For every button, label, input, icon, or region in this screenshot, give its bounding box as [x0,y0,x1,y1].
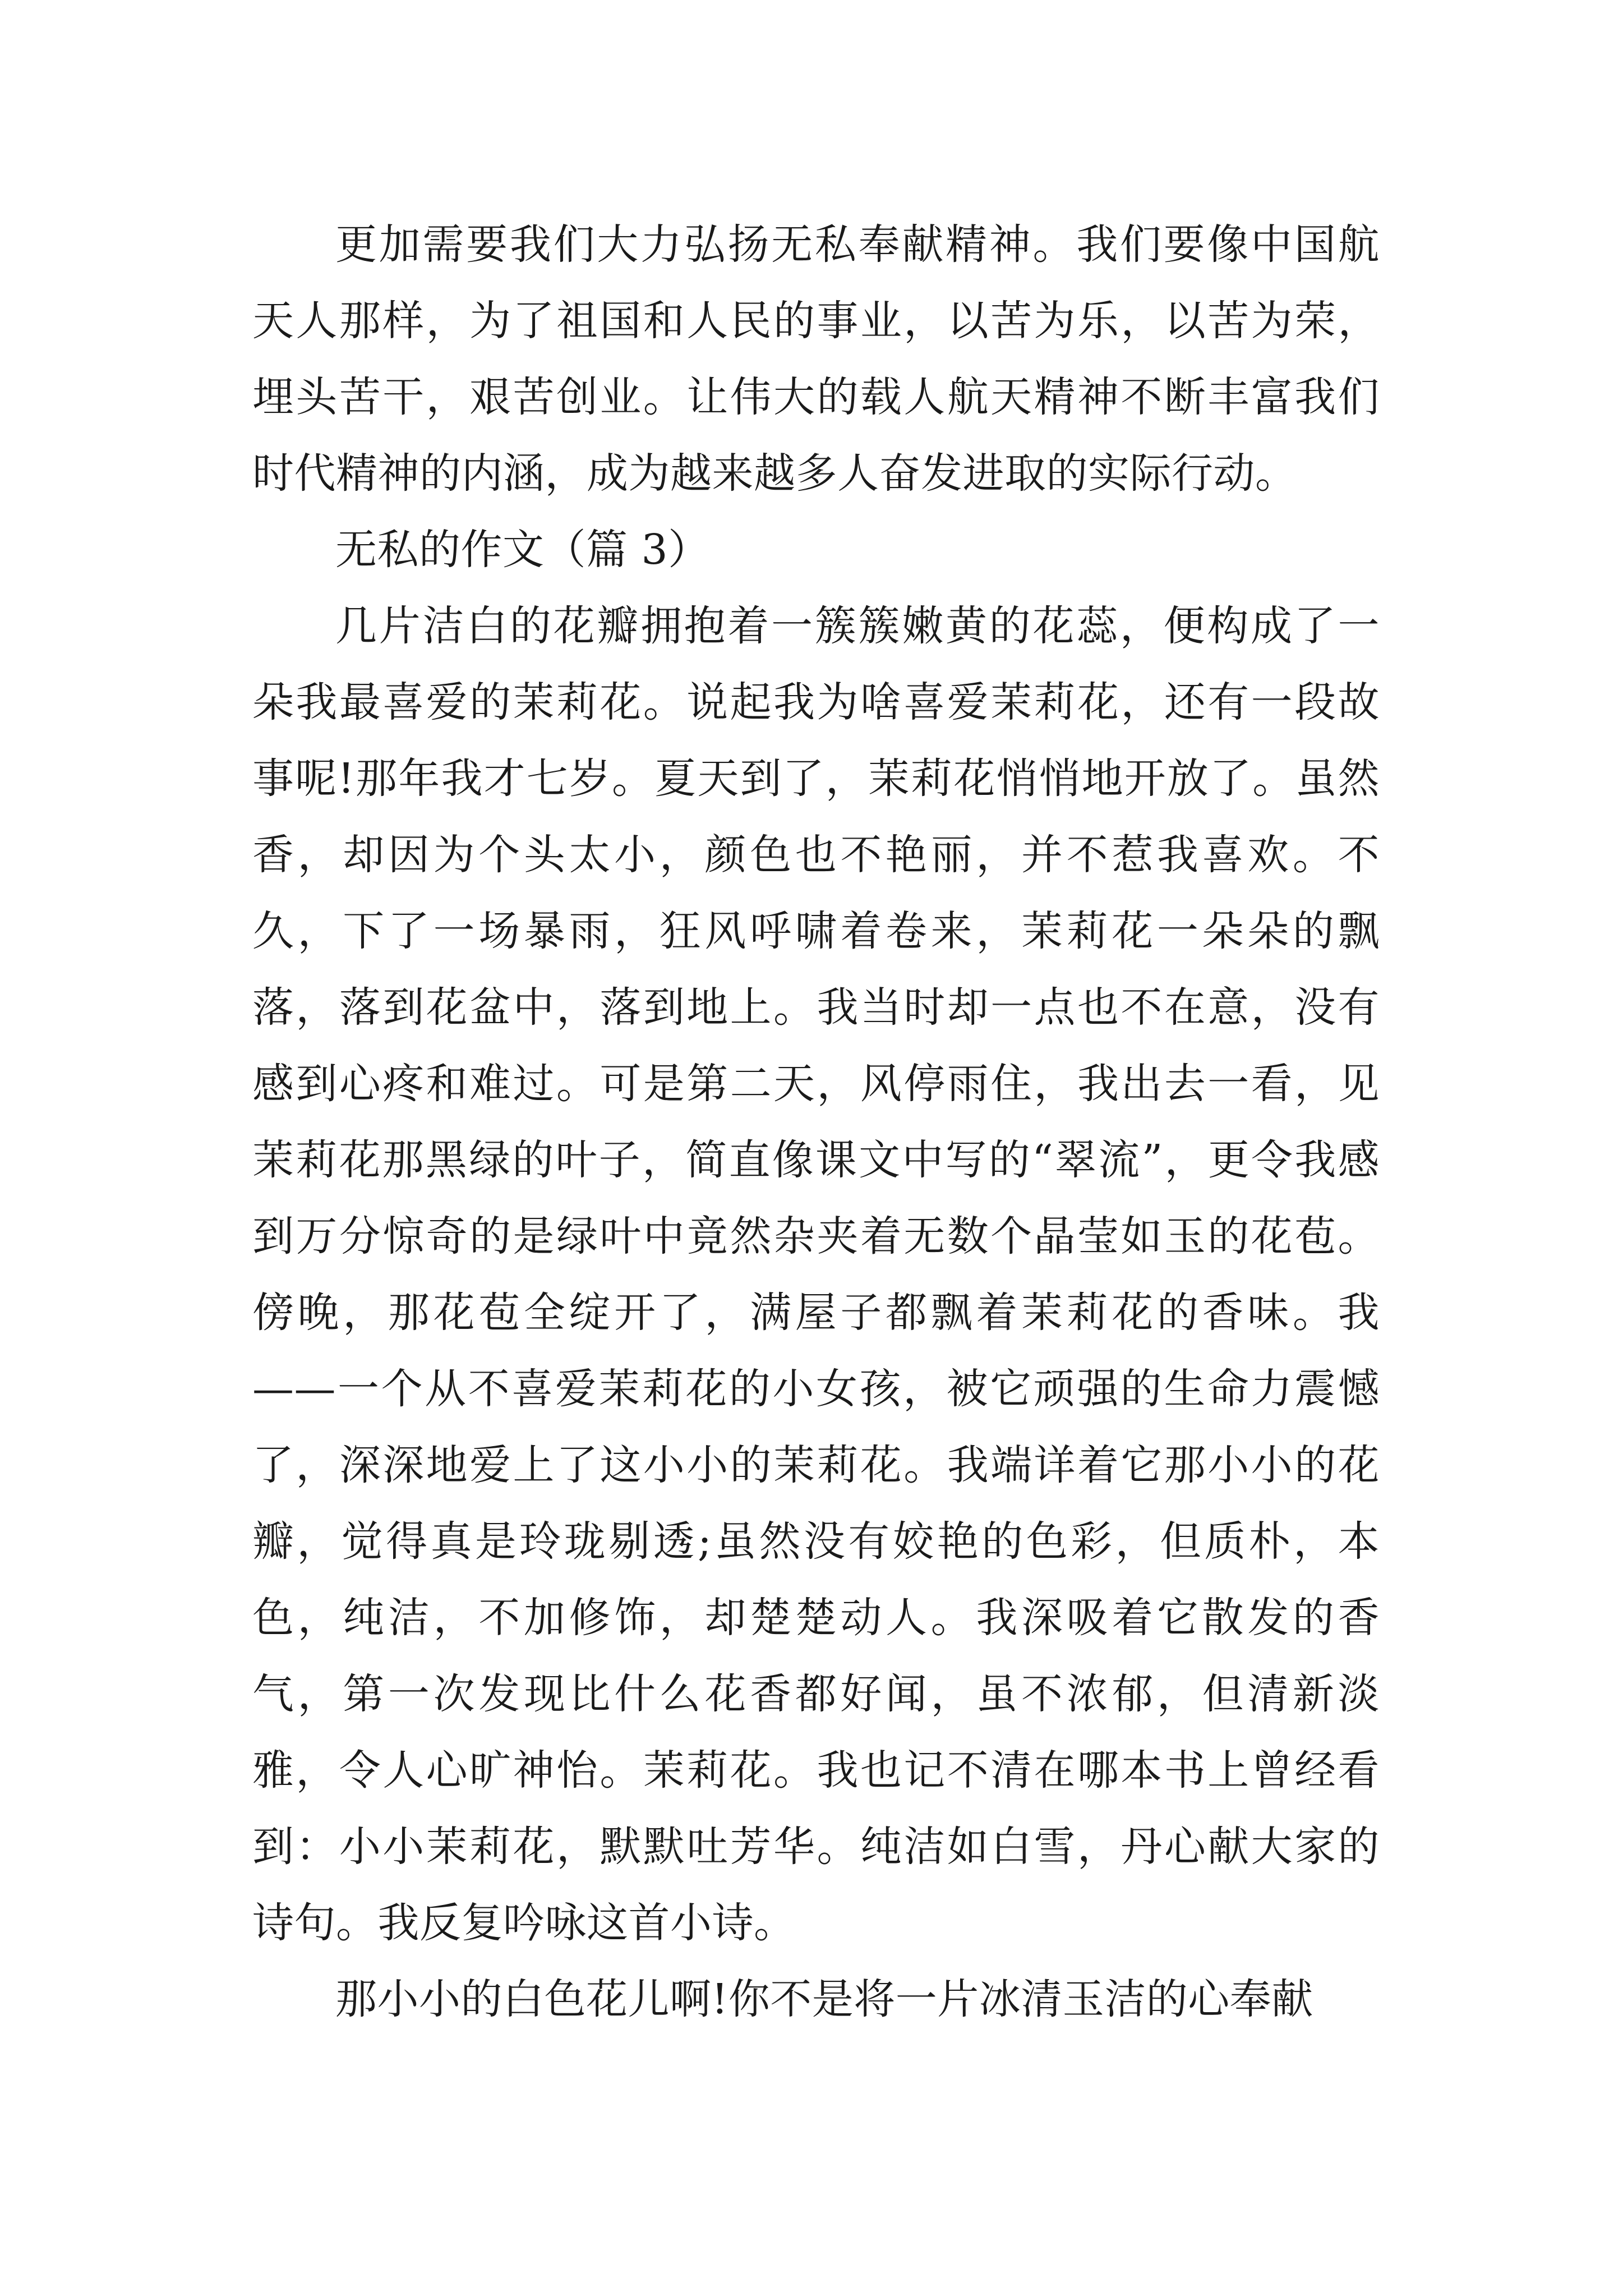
paragraph-continuation: 更加需要我们大力弘扬无私奉献精神。我们要像中国航天人那样，为了祖国和人民的事业，以苦为乐，以苦为荣，埋头苦干，艰苦创业。让伟大的载人航天精神不断丰富我们时代精神的内涵，成为越来越多人奋发进取的实际行动。 [252,220,1380,498]
paragraph-jasmine-story: 几片洁白的花瓣拥抱着一簇簇嫩黄的花蕊，便构成了一朵我最喜爱的茉莉花。说起我为啥喜爱茉莉花，还有一段故事呢!那年我才七岁。夏天到了，茉莉花悄悄地开放了。虽然香，却因为个头太小，颜色也不艳丽，并不惹我喜欢。不久，下了一场暴雨，狂风呼啸着卷来，茉莉花一朵朵的飘落，落到花盆中，落到地上。我当时却一点也不在意，没有感到心疼和难过。可是第二天，风停雨住，我出去一看，见茉莉花那黑绿的叶子，简直像课文中写的“翠流”，更令我感到万分惊奇的是绿叶中竟然杂夹着无数个晶莹如玉的花苞。傍晚，那花苞全绽开了，满屋子都飘着茉莉花的香味。我——一个从不喜爱茉莉花的小女孩，被它顽强的生命力震憾了，深深地爱上了这小小的茉莉花。我端详着它那小小的花瓣，觉得真是玲珑剔透;虽然没有姣艳的色彩，但质朴，本色，纯洁，不加修饰，却楚楚动人。我深吸着它散发的香气，第一次发现比什么花香都好闻，虽不浓郁，但清新淡雅，令人心旷神怡。茉莉花。我也记不清在哪本书上曾经看到：小小茉莉花，默默吐芳华。纯洁如白雪，丹心献大家的诗句。我反复吟咏这首小诗。 [252,602,1380,1947]
document-body [252,206,1380,2037]
paragraph-closing: 那小小的白色花儿啊!你不是将一片冰清玉洁的心奉献 [335,1975,1313,2023]
section-heading: 无私的作文（篇 3） [335,526,710,574]
